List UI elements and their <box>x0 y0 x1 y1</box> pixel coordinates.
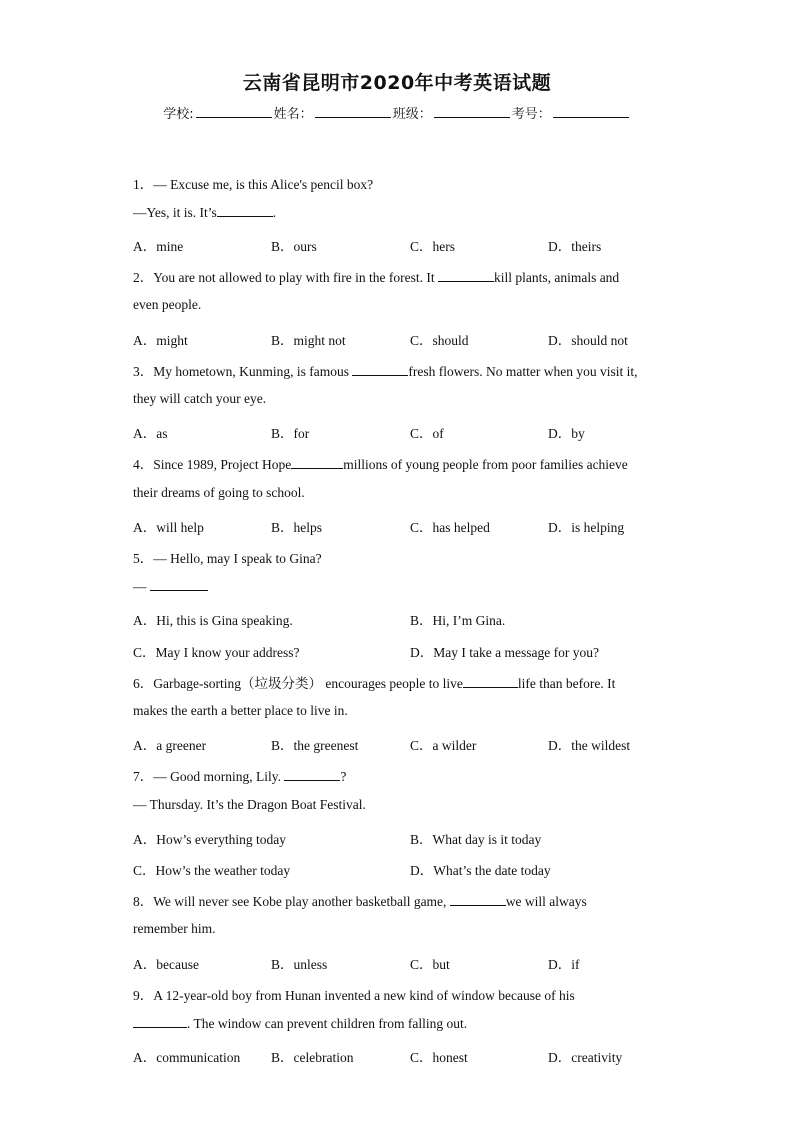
answer-blank <box>284 768 340 781</box>
option-a[interactable]: A．Hi, this is Gina speaking. <box>133 613 293 628</box>
option-b[interactable]: B．the greenest <box>271 738 359 753</box>
option-a[interactable]: A．How’s everything today <box>133 832 286 847</box>
option-c[interactable]: C．May I know your address? <box>133 645 300 660</box>
question-1-line-1: 1．— Excuse me, is this Alice's pencil box? <box>133 177 374 192</box>
option-d[interactable]: D．creativity <box>548 1050 623 1065</box>
option-d[interactable]: D．What’s the date today <box>410 863 551 878</box>
option-c[interactable]: C．of <box>410 426 444 441</box>
option-c[interactable]: C．has helped <box>410 520 490 535</box>
option-d[interactable]: D．if <box>548 957 580 972</box>
page-title: 云南省昆明市2020年中考英语试题 <box>242 72 552 94</box>
option-d[interactable]: D．theirs <box>548 239 602 254</box>
answer-blank <box>450 893 506 906</box>
answer-blank <box>438 269 494 282</box>
option-a[interactable]: A．will help <box>133 520 204 535</box>
option-b[interactable]: B．might not <box>271 333 346 348</box>
option-c[interactable]: C．honest <box>410 1050 468 1065</box>
option-b[interactable]: B．ours <box>271 239 317 254</box>
question-5-line-1: 5．— Hello, may I speak to Gina? <box>133 551 322 566</box>
option-a[interactable]: A．a greener <box>133 738 207 753</box>
option-b[interactable]: B．unless <box>271 957 328 972</box>
question-4-line-2: their dreams of going to school. <box>133 485 305 500</box>
question-3-line-1: 3．My hometown, Kunming, is famous fresh flowers. No matter when you visit it, <box>133 364 638 379</box>
class-field[interactable] <box>434 105 510 118</box>
question-9-line-2: . The window can prevent children from falling out. <box>133 1015 467 1032</box>
option-b[interactable]: B．celebration <box>271 1050 354 1065</box>
option-c[interactable]: C．How’s the weather today <box>133 863 291 878</box>
exam-no-label: 考号： <box>511 107 551 122</box>
option-c[interactable]: C．a wilder <box>410 738 477 753</box>
option-a[interactable]: A．might <box>133 333 188 348</box>
option-b[interactable]: B．Hi, I’m Gina. <box>410 613 506 628</box>
question-3-line-2: they will catch your eye. <box>133 391 267 406</box>
answer-blank <box>150 578 208 591</box>
option-c[interactable]: C．should <box>410 333 469 348</box>
option-a[interactable]: A．mine <box>133 239 184 254</box>
answer-blank <box>291 456 343 469</box>
option-a[interactable]: A．because <box>133 957 199 972</box>
question-7-line-1: 7．— Good morning, Lily. ? <box>133 769 347 784</box>
option-c[interactable]: C．hers <box>410 239 455 254</box>
question-8-line-1: 8．We will never see Kobe play another basketball game, we will always <box>133 894 587 909</box>
class-label: 班级： <box>392 107 432 122</box>
student-info-line <box>0 103 794 122</box>
question-1-line-2: —Yes, it is. It’s . <box>133 205 277 220</box>
answer-blank <box>217 204 273 217</box>
question-7-line-2: — Thursday. It’s the Dragon Boat Festival. <box>133 797 366 812</box>
option-b[interactable]: B．helps <box>271 520 323 535</box>
question-6-line-2: makes the earth a better place to live in. <box>133 703 348 718</box>
option-b[interactable]: B．for <box>271 426 310 441</box>
option-d[interactable]: D．by <box>548 426 585 441</box>
question-2-line-1: 2．You are not allowed to play with fire in the forest. It kill plants, animals and <box>133 270 620 285</box>
name-field[interactable] <box>315 105 391 118</box>
option-d[interactable]: D．should not <box>548 333 628 348</box>
option-a[interactable]: A．as <box>133 426 168 441</box>
school-label: 学校: <box>163 107 194 122</box>
option-c[interactable]: C．but <box>410 957 450 972</box>
option-d[interactable]: D．May I take a message for you? <box>410 645 599 660</box>
option-d[interactable]: D．the wildest <box>548 738 631 753</box>
question-6-line-1: 6．Garbage-sorting（垃圾分类） encourages people to live life than before. It <box>133 676 616 691</box>
question-2-line-2: even people. <box>133 297 202 312</box>
answer-blank <box>352 363 408 376</box>
question-4-line-1: 4．Since 1989, Project Hope millions of young people from poor families achieve <box>133 457 628 472</box>
question-9-line-1: 9．A 12-year-old boy from Hunan invented a new kind of window because of his <box>133 988 575 1003</box>
question-8-line-2: remember him. <box>133 921 216 936</box>
name-label: 姓名： <box>273 107 313 122</box>
school-field[interactable] <box>196 105 272 118</box>
question-5-line-2: — <box>133 578 208 595</box>
answer-blank <box>463 675 518 688</box>
answer-blank <box>133 1015 187 1028</box>
option-b[interactable]: B．What day is it today <box>410 832 542 847</box>
option-a[interactable]: A．communication <box>133 1050 241 1065</box>
option-d[interactable]: D．is helping <box>548 520 625 535</box>
exam-no-field[interactable] <box>553 105 629 118</box>
